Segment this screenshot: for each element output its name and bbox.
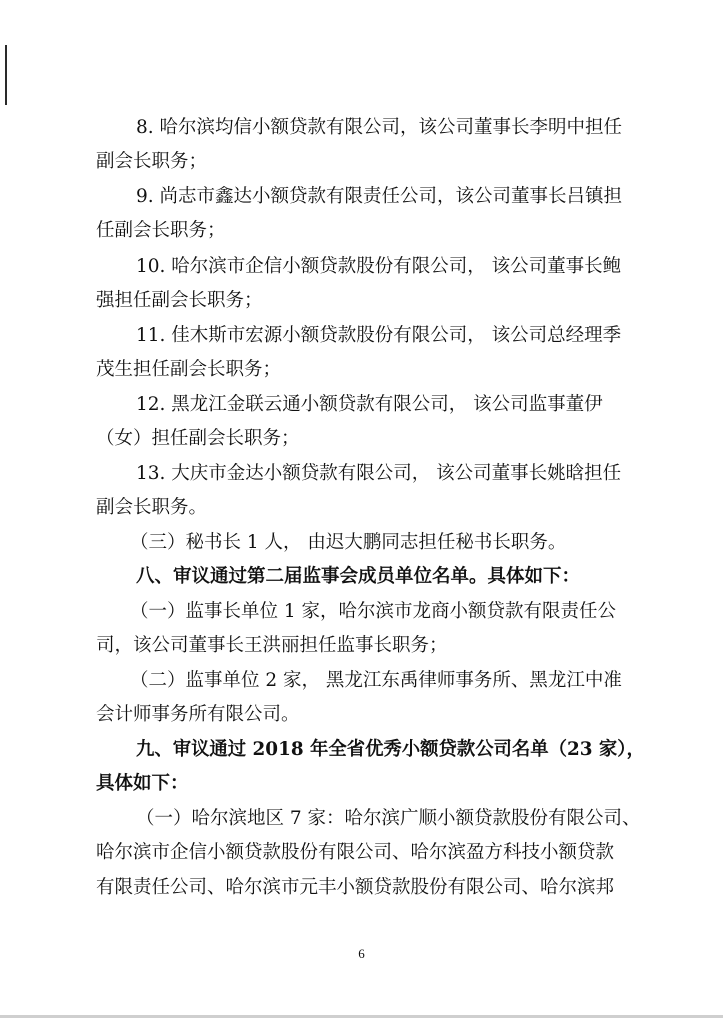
section-heading: 九、审议通过 2018 年全省优秀小额贷款公司名单（23 家）， <box>136 739 645 760</box>
body-line: 任副会长职务； <box>96 220 226 241</box>
body-line: 茂生担任副会长职务； <box>96 359 282 380</box>
body-line: （一）监事长单位 1 家，哈尔滨市龙商小额贷款有限责任公 <box>130 601 617 622</box>
body-line: 8. 哈尔滨均信小额贷款有限公司，该公司董事长李明中担任 <box>136 117 623 138</box>
body-line: 13. 大庆市金达小额贷款有限公司， 该公司董事长姚晗担任 <box>136 463 622 484</box>
section-heading: 具体如下： <box>96 773 189 794</box>
body-line: 有限责任公司、哈尔滨市元丰小额贷款股份有限公司、哈尔滨邦 <box>96 877 615 898</box>
body-line: 副会长职务； <box>96 151 208 172</box>
body-line: 司，该公司董事长王洪丽担任监事长职务； <box>96 635 448 656</box>
body-line: （女）担任副会长职务； <box>96 428 300 449</box>
page-number: 6 <box>358 946 365 961</box>
body-line: 副会长职务。 <box>96 497 208 518</box>
body-line: 10. 哈尔滨市企信小额贷款股份有限公司， 该公司董事长鲍 <box>136 256 622 277</box>
body-line: 11. 佳木斯市宏源小额贷款股份有限公司， 该公司总经理季 <box>136 325 622 346</box>
section-heading: 八、审议通过第二届监事会成员单位名单。具体如下： <box>136 566 581 587</box>
body-line: （一）哈尔滨地区 7 家：哈尔滨广顺小额贷款股份有限公司、 <box>136 808 641 829</box>
body-line: 哈尔滨市企信小额贷款股份有限公司、哈尔滨盈方科技小额贷款 <box>96 842 615 863</box>
scan-edge-mark <box>0 1015 723 1018</box>
body-line: 强担任副会长职务； <box>96 290 263 311</box>
body-line: 会计师事务所有限公司。 <box>96 704 300 725</box>
scan-edge-mark <box>5 45 7 105</box>
body-line: 12. 黑龙江金联云通小额贷款有限公司， 该公司监事董伊 <box>136 394 603 415</box>
body-line: （三）秘书长 1 人， 由迟大鹏同志担任秘书长职务。 <box>130 532 567 553</box>
body-line: （二）监事单位 2 家， 黑龙江东禹律师事务所、黑龙江中准 <box>130 670 622 691</box>
body-line: 9. 尚志市鑫达小额贷款有限责任公司，该公司董事长吕镇担 <box>136 186 623 207</box>
